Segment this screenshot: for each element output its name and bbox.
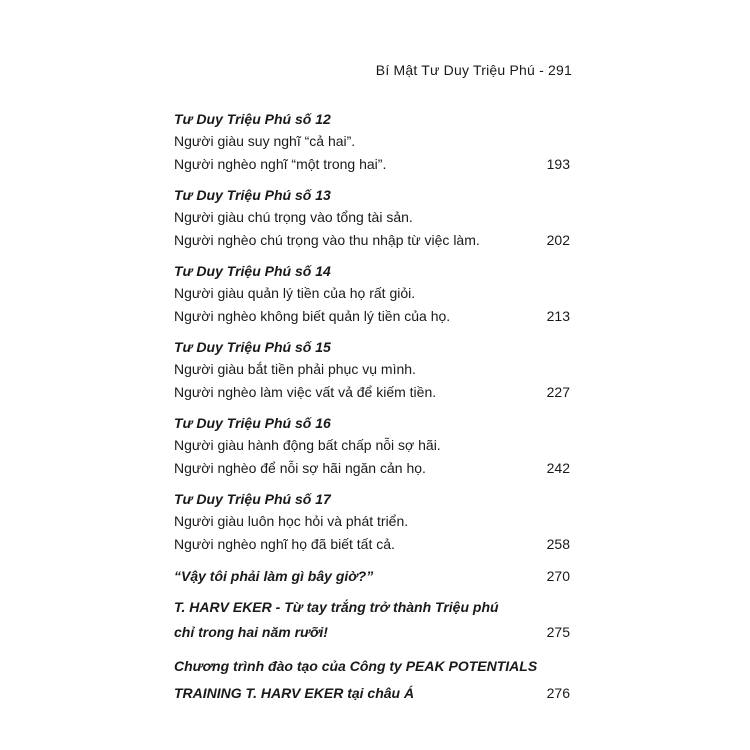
toc-entry-line: Người nghèo không biết quản lý tiền của họ. <box>174 308 451 324</box>
toc-entry-about-author <box>174 595 570 645</box>
toc-entry-heading: Tư Duy Triệu Phú số 14 <box>174 263 331 279</box>
toc-entry <box>174 336 570 404</box>
toc-entry-heading: Tư Duy Triệu Phú số 13 <box>174 187 331 203</box>
toc-entry-line: Người nghèo chú trọng vào thu nhập từ việc làm. <box>174 232 480 248</box>
toc-entry-heading: Tư Duy Triệu Phú số 17 <box>174 491 331 507</box>
toc-page-number: 202 <box>546 232 570 248</box>
toc-entry-closing <box>174 564 570 589</box>
toc-entry <box>174 184 570 252</box>
toc-entry-heading: “Vậy tôi phải làm gì bây giờ?” <box>174 568 374 584</box>
toc-entry <box>174 108 570 176</box>
toc-page-number: 270 <box>546 568 570 584</box>
toc-entry-line: Người nghèo nghĩ “một trong hai”. <box>174 156 387 172</box>
toc-entry-heading: Chương trình đào tạo của Công ty PEAK POTENTIALS <box>174 658 538 674</box>
toc-entry-heading: Tư Duy Triệu Phú số 15 <box>174 339 331 355</box>
toc-page-number: 276 <box>546 685 570 701</box>
toc-entry-training-program <box>174 653 570 707</box>
toc-entry-line: Người giàu bắt tiền phải phục vụ mình. <box>174 361 416 377</box>
toc-page-number: 275 <box>546 624 570 640</box>
toc-entry-line: Người nghèo làm việc vất vả để kiếm tiền. <box>174 384 437 400</box>
toc-entry-line: Người nghèo nghĩ họ đã biết tất cả. <box>174 536 395 552</box>
toc-page-number: 193 <box>546 156 570 172</box>
running-head: Bí Mật Tư Duy Triệu Phú - 291 <box>375 62 572 78</box>
table-of-contents <box>174 108 570 715</box>
toc-entry-line: Người giàu chú trọng vào tổng tài sản. <box>174 209 413 225</box>
toc-page-number: 227 <box>546 384 570 400</box>
toc-page-number: 258 <box>546 536 570 552</box>
toc-entry-line: Người giàu quản lý tiền của họ rất giỏi. <box>174 285 416 301</box>
toc-entry-heading: chỉ trong hai năm rưỡi! <box>174 624 328 640</box>
toc-entry-line: Người giàu suy nghĩ “cả hai”. <box>174 133 356 149</box>
toc-entry <box>174 412 570 480</box>
toc-entry-line: Người giàu luôn học hỏi và phát triển. <box>174 513 409 529</box>
toc-entry-heading: Tư Duy Triệu Phú số 12 <box>174 111 331 127</box>
toc-entry <box>174 260 570 328</box>
toc-entry-heading: TRAINING T. HARV EKER tại châu Á <box>174 685 415 701</box>
toc-entry-heading: T. HARV EKER - Từ tay trắng trở thành Triệu phú <box>174 599 499 615</box>
toc-entry <box>174 488 570 556</box>
toc-page-number: 242 <box>546 460 570 476</box>
toc-entry-line: Người nghèo để nỗi sợ hãi ngăn cản họ. <box>174 460 426 476</box>
toc-entry-heading: Tư Duy Triệu Phú số 16 <box>174 415 331 431</box>
toc-entry-line: Người giàu hành động bất chấp nỗi sợ hãi. <box>174 437 441 453</box>
toc-page-number: 213 <box>546 308 570 324</box>
